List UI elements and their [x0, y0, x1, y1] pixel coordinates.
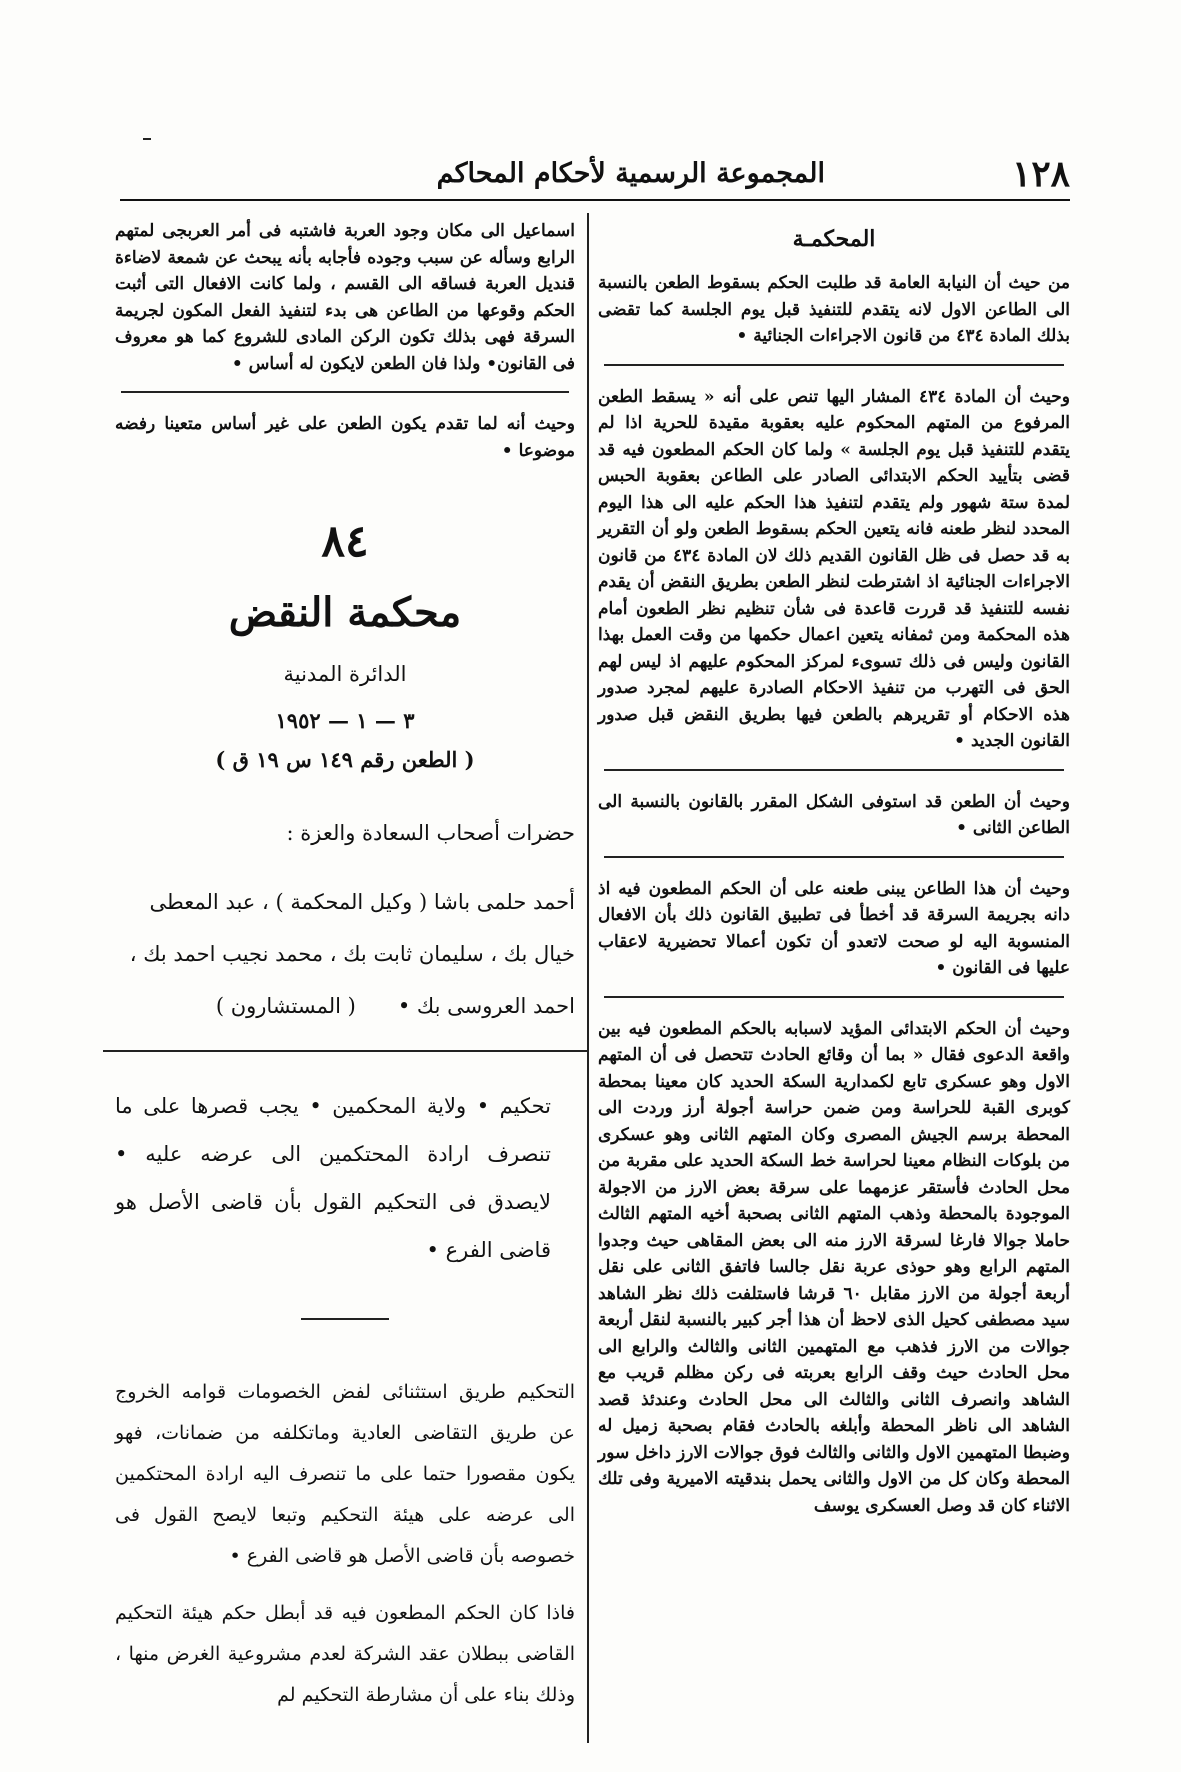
bench-line: خيال بك ، سليمان ثابت بك ، محمد نجيب احمد بك ،	[129, 942, 575, 966]
running-title: المجموعة الرسمية لأحكام المحاكم	[436, 158, 825, 189]
court-name: محكمة النقض	[228, 589, 462, 636]
section-rule	[103, 1050, 587, 1052]
page-number: ١٢٨	[1011, 153, 1070, 195]
page-header	[120, 150, 1070, 198]
body-paragraph: وحيث أن هذا الطاعن يبنى طعنه على أن الحكم المطعون فيه اذ دانه بجريمة السرقة قد أخطأ فى تطبيق القانون ذلك بأن الافعال المنسوبة اليه لو صحت لاتعدو أن تكون أعمالا تحضيرية لاعقاب عليها فى القانون •	[598, 878, 1070, 978]
circuit-name: الدائرة المدنية	[283, 662, 407, 686]
bench-list	[115, 876, 575, 1032]
paragraph-separator	[604, 364, 1064, 366]
bench-line: أحمد حلمى باشا ( وكيل المحكمة ) ، عبد المعطى	[149, 890, 575, 914]
column-divider	[587, 213, 589, 1743]
counsel-label: ( المستشارون )	[215, 994, 356, 1018]
principle-paragraph: فاذا كان الحكم المطعون فيه قد أبطل حكم هيئة التحكيم القاضى ببطلان عقد الشركة لعدم مشروعية الغرض منها ، وذلك بناء على أن مشارطة التحكيم لم	[115, 1602, 575, 1706]
body-paragraph: وحيث أن المادة ٤٣٤ المشار اليها تنص على أنه « يسقط الطعن المرفوع من المتهم المحكوم عليه بعقوبة مقيدة للحرية اذا لم يتقدم للتنفيذ قبل يوم الجلسة » ولما كان الحكم المطعون فيه قد قضى بتأييد الحكم الابتدائى الصادر على الطاعن بعقوبة الحبس لمدة ستة شهور ولم يتقدم لتنفيذ هذا الحكم عليه الى هذا اليوم المحدد لنظر طعنه فانه يتعين الحكم بسقوط الطعن ولو أن التقرير به قد حصل فى ظل القانون القديم ذلك لان المادة ٤٣٤ من قانون الاجراءات الجنائية اذ اشترطت لنظر الطعن بطريق النقض أن يقدم نفسه للتنفيذ قد قررت قاعدة فى شأن تنظيم نظر الطعون أمام هذه المحكمة ومن ثمفانه يتعين اعمال حكمها من وقت العمل بهذا القانون وليس فى ذلك تسوىء لمركز المحكوم عليهم اذ ليس لهم الحق فى التهرب من تنفيذ الاحكام الصادرة عليهم لمجرد صدور هذه الاحكام أو تقريرهم بالطعن فيها بطريق النقض قبل صدور القانون الجديد •	[598, 386, 1070, 751]
judgment-date: ٣ — ١ — ١٩٥٢	[275, 708, 415, 733]
bench-intro: حضرات أصحاب السعادة والعزة :	[286, 821, 575, 845]
section-title: المحكمـة	[792, 226, 876, 252]
paragraph-separator	[121, 391, 569, 393]
paragraph-separator	[604, 996, 1064, 998]
right-column	[598, 218, 1070, 1519]
continued-paragraph: اسماعيل الى مكان وجود العربة فاشتبه فى أمر العربجى لمتهم الرابع وسأله عن سبب وجوده فأجابه بأنه يبحث عن شمعة لاضاءة قنديل العربة فساقه الى القسم ، ولما كانت الافعال التى أثبت الحكم وقوعها من الطاعن هى بدء لتنفيذ الفعل المكون لجريمة السرقة فهى بذلك تكون الركن المادى للشروع كما هو معروف فى القانون• ولذا فان الطعن لايكون له أساس •	[115, 221, 575, 374]
header-rule	[120, 199, 1070, 201]
scan-mark	[143, 138, 151, 140]
body-paragraph: وحيث أن الحكم الابتدائى المؤيد لاسبابه بالحكم المطعون فيه بين واقعة الدعوى فقال « بما أن وقائع الحادث تتحصل فى أن المتهم الاول وهو عسكرى تابع لكمدارية السكة الحديد كان معينا بمحطة كوبرى القبة للحراسة ومن ضمن حراسة أجولة أرز وردت الى المحطة برسم الجيش المصرى وكان المتهم الثانى وهو عسكرى من بلوكات النظام معينا لحراسة خط السكة الحديد على مقربة من محل الحادث فأستقر عزمهما على سرقة بعض الارز من الاجولة الموجودة بالمحطة وذهب المتهم الثانى بصحبة أخيه المتهم الثالث حاملا جوالا فارغا لسرقة الارز منه الى بعض المقاهى حيث وجدوا المتهم الرابع وهو حوذى عربة نقل جالسا فاتفق الثانى على نقل أربعة أجولة من الارز مقابل ٦٠ قرشا فاستلفت ذلك نظر الشاهد سيد مصطفى كحيل الذى لاحظ أن هذا أجر كبير بالنسبة لنقل أربعة جوالات من الارز فذهب مع المتهمين الثانى والثالث والرابع الى محل الحادث حيث وقف الرابع بعربته فى ركن مظلم قريب مع الشاهد وانصرف الثانى والثالث الى محل الحادث وعندئذ قصد الشاهد الى ناظر المحطة وأبلغه بالحادث فقام بصحبة زميل له وضبطا المتهمين الاول والثانى والثالث فوق جوالات الارز داخل سور المحطة وكان كل من الاول والثانى يحمل بندقيته الاميرية وفى تلك الاثناء كان قد وصل العسكرى يوسف	[598, 1018, 1070, 1516]
paragraph-separator	[604, 769, 1064, 771]
headnote: تحكيم • ولاية المحكمين • يجب قصرها على ما تنصرف ارادة المحتكمين الى عرضه عليه • لايصدق فى التحكيم القول بأن قاضى الأصل هو قاضى الفرع •	[115, 1094, 551, 1262]
principle-paragraph: التحكيم طريق استثنائى لفض الخصومات قوامه الخروج عن طريق التقاضى العادية وماتكلفه من ضمانات، فهو يكون مقصورا حتما على ما تنصرف اليه ارادة المحتكمين الى عرضه على هيئة التحكيم وتبعا لايصح القول فى خصوصه بأن قاضى الأصل هو قاضى الفرع •	[115, 1381, 575, 1567]
case-number: ٨٤	[321, 516, 369, 567]
conclusion-paragraph: وحيث أنه لما تقدم يكون الطعن على غير أساس متعينا رفضه موضوعا •	[115, 414, 575, 461]
bench-line: احمد العروسى بك •	[397, 994, 575, 1018]
paragraph-separator	[604, 856, 1064, 858]
left-column	[115, 218, 575, 1716]
body-paragraph: من حيث أن النيابة العامة قد طلبت الحكم بسقوط الطعن بالنسبة الى الطاعن الاول لانه يتقدم للتنفيذ قبل يوم الجلسة كما تقضى بذلك المادة ٤٣٤ من قانون الاجراءات الجنائية •	[598, 273, 1070, 346]
body-paragraph: وحيث أن الطعن قد استوفى الشكل المقرر بالقانون بالنسبة الى الطاعن الثانى •	[598, 791, 1070, 838]
appeal-reference: ( الطعن رقم ١٤٩ س ١٩ ق )	[215, 747, 475, 772]
bench-last-line	[115, 980, 575, 1032]
short-rule	[301, 1318, 389, 1320]
